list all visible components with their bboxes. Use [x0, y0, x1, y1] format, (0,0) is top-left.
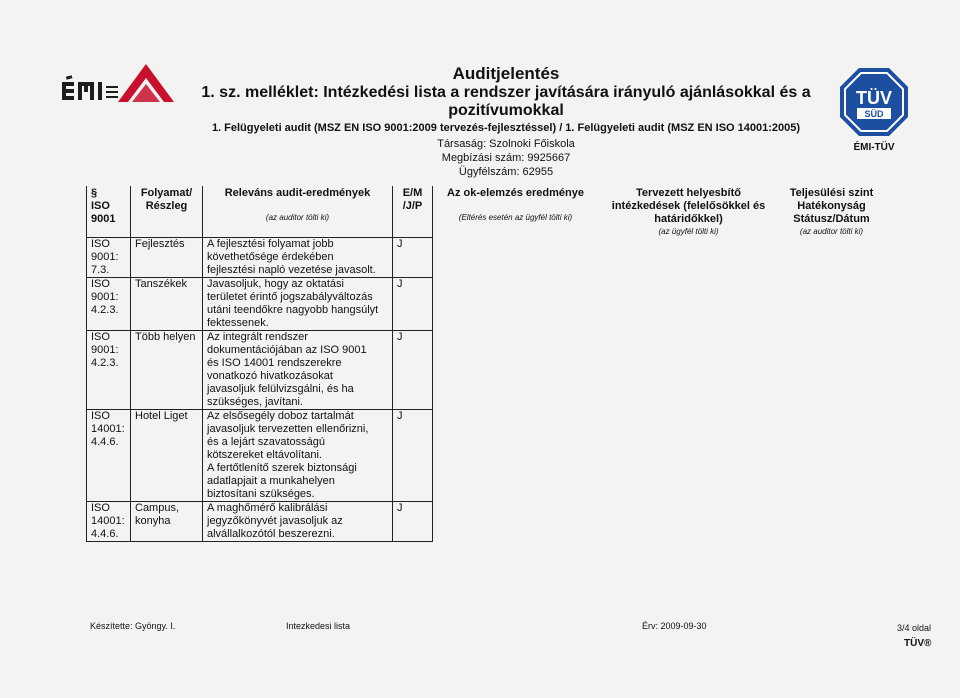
- fulfilment-cell: [779, 501, 885, 541]
- corrective-action-cell: [599, 330, 779, 409]
- tuv-footer-brand: TÜV®: [904, 638, 932, 649]
- document-name: Intezkedesi lista: [286, 621, 351, 631]
- finding-cell: A maghőmérő kalibrálási jegyzőkönyvét javasoljuk az alvállalkozótól beszerezni.: [203, 501, 393, 541]
- validity-date: Érv: 2009-09-30: [642, 621, 707, 631]
- audit-type-line: 1. Felügyeleti audit (MSZ EN ISO 9001:2009 tervezés-fejlesztéssel) / 1. Felügyeleti audit (MSZ EN ISO 14001:2005): [211, 122, 801, 134]
- clause-cell: ISO 9001: 4.2.3.: [87, 330, 131, 409]
- finding-cell: Az integrált rendszer dokumentációjában az ISO 9001 és ISO 14001 rendszerekre vonatkozó hivatkozásokat javasoljuk felülvizsgálni, és ha szükséges, javítani.: [203, 330, 393, 409]
- root-cause-header-note: (Eltérés esetén az ügyfél tölti ki): [458, 213, 573, 222]
- findings-header: [203, 186, 393, 237]
- client-info: [186, 137, 826, 179]
- corrective-action-cell: [599, 501, 779, 541]
- tuv-sud-logo: [838, 66, 910, 138]
- fulfilment-cell: [779, 237, 885, 277]
- corrective-action-cell: [599, 277, 779, 330]
- finding-cell: Az elsősegély doboz tartalmát javasoljuk tervezetten ellenőrizni, és a lejárt szavatosságú kötszereket eltávolítani. A fertőtlenítő szerek biztonsági adatlapjait a munkahelyen biztosítani szükséges.: [203, 409, 393, 501]
- process-cell: Campus, konyha: [131, 501, 203, 541]
- findings-header-label: Releváns audit-eredmények: [224, 187, 371, 199]
- process-header: Folyamat/ Részleg: [131, 186, 203, 237]
- type-cell: J: [393, 277, 433, 330]
- table-row: [87, 277, 885, 330]
- prepared-by: Készítette: Gyöngy. I.: [90, 621, 176, 631]
- action-list-table: [86, 186, 885, 542]
- table-header-row: [87, 186, 885, 237]
- clause-cell: ISO 14001: 4.4.6.: [87, 501, 131, 541]
- report-subtitle-line2: pozitívumokkal: [448, 102, 564, 119]
- report-title: Auditjelentés: [452, 64, 560, 83]
- root-cause-header: [433, 186, 599, 237]
- table-body: [87, 237, 885, 541]
- type-cell: J: [393, 409, 433, 501]
- sud-logo-text: SÜD: [864, 109, 884, 119]
- emi-logo: [60, 62, 178, 106]
- root-cause-cell: [433, 409, 599, 501]
- order-number-line: Megbízási szám: 9925667: [441, 152, 571, 164]
- root-cause-cell: [433, 237, 599, 277]
- table-row: [87, 409, 885, 501]
- type-cell: J: [393, 237, 433, 277]
- page-number: 3/4 oldal: [897, 623, 932, 633]
- corrective-action-cell: [599, 409, 779, 501]
- emi-tuv-caption: ÉMI-TÜV: [853, 142, 895, 153]
- root-cause-header-label: Az ok-elemzés eredménye: [447, 187, 584, 199]
- root-cause-cell: [433, 501, 599, 541]
- corrective-action-cell: [599, 237, 779, 277]
- clause-cell: ISO 14001: 4.4.6.: [87, 409, 131, 501]
- type-cell: J: [393, 501, 433, 541]
- clause-cell: ISO 9001: 7.3.: [87, 237, 131, 277]
- corrective-actions-header: [599, 186, 779, 237]
- report-subtitle: [186, 84, 826, 120]
- corrective-actions-header-label: Tervezett helyesbítő intézkedések (felelősökkel és határidőkkel): [611, 187, 766, 225]
- company-line: Társaság: Szolnoki Főiskola: [437, 138, 575, 150]
- corrective-actions-header-note: (az ügyfél tölti ki): [658, 227, 719, 236]
- process-cell: Több helyen: [131, 330, 203, 409]
- fulfilment-cell: [779, 277, 885, 330]
- report-subtitle-line1: 1. sz. melléklet: Intézkedési lista a rendszer javítására irányuló ajánlásokkal és a: [201, 84, 811, 101]
- fulfilment-cell: [779, 409, 885, 501]
- clause-header: § ISO 9001: [87, 186, 131, 237]
- fulfilment-cell: [779, 330, 885, 409]
- table-row: [87, 330, 885, 409]
- fulfilment-header-note: (az auditor tölti ki): [799, 227, 864, 236]
- table-row: [87, 237, 885, 277]
- process-cell: Tanszékek: [131, 277, 203, 330]
- type-header: E/M /J/P: [393, 186, 433, 237]
- clause-cell: ISO 9001: 4.2.3.: [87, 277, 131, 330]
- finding-cell: A fejlesztési folyamat jobb követhetősége érdekében fejlesztési napló vezetése javasolt.: [203, 237, 393, 277]
- process-cell: Fejlesztés: [131, 237, 203, 277]
- fulfilment-header-label: Teljesülési szint Hatékonyság Státusz/Dátum: [789, 187, 874, 225]
- client-number-line: Ügyfélszám: 62955: [458, 166, 554, 178]
- type-cell: J: [393, 330, 433, 409]
- process-cell: Hotel Liget: [131, 409, 203, 501]
- root-cause-cell: [433, 330, 599, 409]
- finding-cell: Javasoljuk, hogy az oktatási területet érintő jogszabályváltozás utáni teendőkre nagyobb hangsúlyt fektessenek.: [203, 277, 393, 330]
- findings-header-note: (az auditor tölti ki): [265, 213, 330, 222]
- tuv-logo-text: TÜV: [856, 88, 892, 108]
- table-row: [87, 501, 885, 541]
- root-cause-cell: [433, 277, 599, 330]
- fulfilment-header: [779, 186, 885, 237]
